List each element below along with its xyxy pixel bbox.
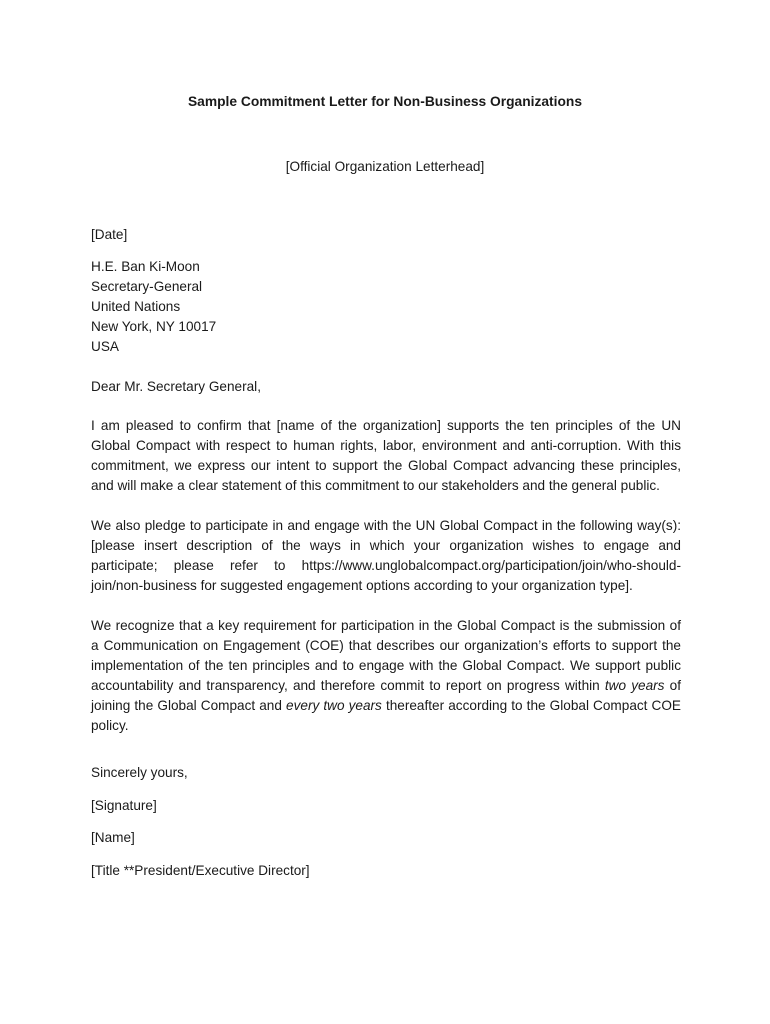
coe-emphasis-two-years: two years <box>604 678 665 693</box>
name-placeholder: [Name] <box>91 830 135 845</box>
address-line: H.E. Ban Ki-Moon <box>91 259 200 274</box>
letterhead-placeholder: [Official Organization Letterhead] <box>285 159 485 174</box>
coe-text-part: thereafter according to the Global Compact COE policy. <box>91 698 681 733</box>
coe-text-part: We recognize that a key requirement for participation in the Global Compact is the submission of a Communication on Engagement (COE) that describes our organization’s efforts to support the implementation of the ten principles and to engage with the Global Compact. We support public accountability and transparency, and therefore commit to report on progress within <box>91 618 681 693</box>
coe-text-part: of joining the Global Compact and <box>91 678 681 713</box>
date-placeholder: [Date] <box>91 227 128 242</box>
body-paragraph-commitment: I am pleased to confirm that [name of the organization] supports the ten principles of the UN Global Compact with respect to human rights, labor, environment and anti-corruption. With this commitment, we express our intent to support the Global Compact advancing these principles, and will make a clear statement of this commitment to our stakeholders and the general public. <box>91 418 681 493</box>
address-line: Secretary-General <box>91 279 203 294</box>
address-line: USA <box>91 339 119 354</box>
title-placeholder: [Title **President/Executive Director] <box>91 863 310 878</box>
salutation: Dear Mr. Secretary General, <box>91 379 261 394</box>
coe-emphasis-every-two-years: every two years <box>286 698 382 713</box>
recipient-address <box>91 257 681 357</box>
body-paragraph-engagement: We also pledge to participate in and engage with the UN Global Compact in the following way(s): [please insert description of the ways in which your organization wishes to engage and participate; please refer to https://www.unglobalcompact.org/participation/join/who-should-join/non-business for suggested engagement options according to your organization type]. <box>91 518 681 593</box>
address-line: New York, NY 10017 <box>91 319 217 334</box>
document-title: Sample Commitment Letter for Non-Business Organizations <box>187 94 583 109</box>
signature-placeholder: [Signature] <box>91 798 157 813</box>
address-line: United Nations <box>91 299 181 314</box>
closing: Sincerely yours, <box>91 765 188 780</box>
body-paragraph-coe <box>91 616 681 736</box>
